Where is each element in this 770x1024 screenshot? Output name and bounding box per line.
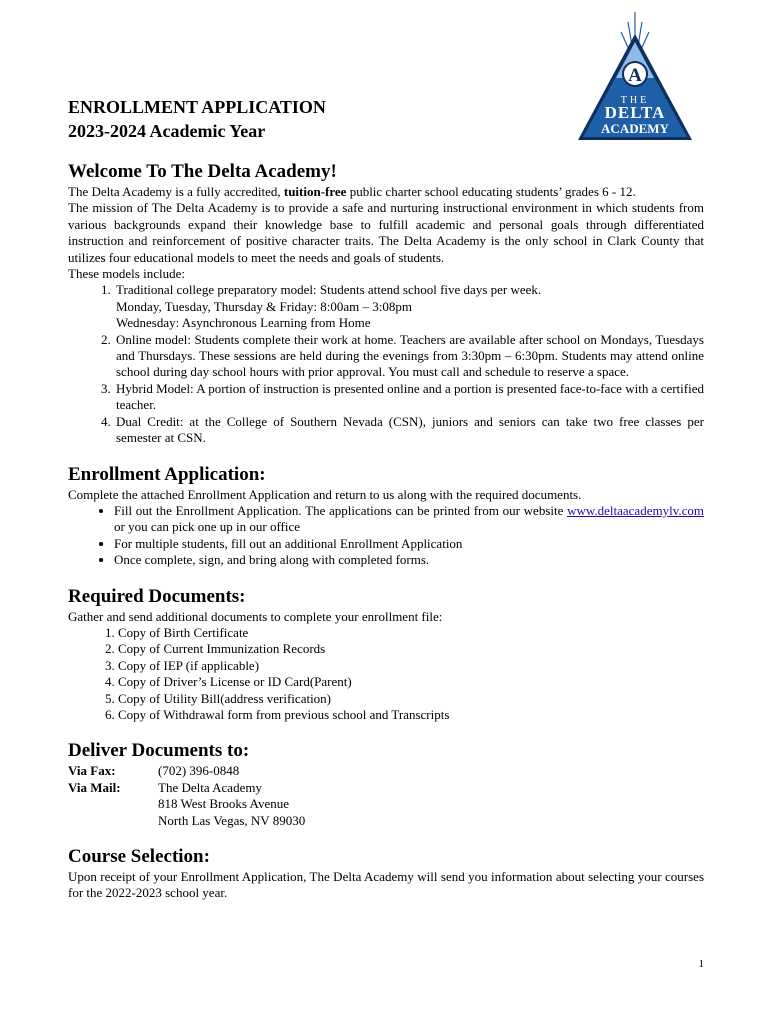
course-selection-section <box>68 845 704 902</box>
models-list <box>68 282 704 446</box>
model-1-schedule: Monday, Tuesday, Thursday & Friday: 8:00am – 3:08pm <box>116 298 412 314</box>
list-item: 6. Copy of Withdrawal form from previous school and Transcripts <box>118 707 704 723</box>
website-link[interactable]: www.deltaacademylv.com <box>567 502 704 518</box>
list-item: • Once complete, sign, and bring along with completed forms. <box>114 552 704 568</box>
enrollment-bullets <box>68 503 704 569</box>
enrollment-intro: Complete the attached Enrollment Application and return to us along with the required documents. <box>68 486 582 502</box>
list-item: 5. Copy of Utility Bill(address verification) <box>118 691 704 707</box>
list-item: • For multiple students, fill out an additional Enrollment Application <box>114 536 704 552</box>
list-item: 2. Copy of Current Immunization Records <box>118 641 704 657</box>
list-item: 3. Copy of IEP (if applicable) <box>118 658 704 674</box>
logo-text-the: THE <box>620 95 650 106</box>
list-item: 4. Copy of Driver’s License or ID Card(Parent) <box>118 674 704 690</box>
title-line-1: ENROLLMENT APPLICATION <box>68 97 326 117</box>
welcome-intro <box>68 184 704 200</box>
mail-line-2: 818 West Brooks Avenue <box>158 796 289 812</box>
welcome-heading: Welcome To The Delta Academy! <box>68 161 337 182</box>
tuition-free-text: tuition-free <box>283 184 347 199</box>
delta-academy-logo <box>576 12 694 142</box>
logo-text-academy: ACADEMY <box>601 121 669 136</box>
bullet-1-rest: or you can pick one up in our office <box>114 519 301 535</box>
deliver-heading: Deliver Documents to: <box>68 740 250 762</box>
model-1-wednesday: Wednesday: Asynchronous Learning from Home <box>116 315 371 331</box>
bullet-1-text: Fill out the Enrollment Application. The applications can be printed from our website <box>114 502 568 518</box>
logo-letter: A <box>628 65 642 86</box>
required-documents-list <box>68 625 704 723</box>
mail-line-3: North Las Vegas, NV 89030 <box>158 812 306 828</box>
document-title <box>68 95 326 143</box>
models-intro: These models include: <box>68 266 185 282</box>
list-item: 4. Dual Credit: at the College of Southern Nevada (CSN), juniors and seniors can take two free classes per semester at CSN. <box>114 414 704 447</box>
page-number: 1 <box>698 958 704 970</box>
welcome-intro-rest: public charter school educating students’ grades 6 - 12. <box>346 184 636 199</box>
list-item: 1. Copy of Birth Certificate <box>118 625 704 641</box>
model-1-text: 1. Traditional college preparatory model: Students attend school five days per week. <box>116 282 542 298</box>
deliver-details <box>68 763 704 829</box>
list-item <box>114 503 704 536</box>
enrollment-section <box>68 463 704 569</box>
mail-line-1: The Delta Academy <box>158 779 262 795</box>
welcome-intro-text: The Delta Academy is a fully accredited, <box>68 184 284 199</box>
list-item <box>114 282 704 331</box>
fax-label: Via Fax: <box>68 763 116 779</box>
document-body <box>68 160 704 902</box>
mail-label: Via Mail: <box>68 779 121 795</box>
required-intro: Gather and send additional documents to complete your enrollment file: <box>68 608 443 624</box>
welcome-section <box>68 160 704 447</box>
required-documents-section <box>68 585 704 724</box>
deliver-section <box>68 739 704 829</box>
logo-text-delta: DELTA <box>604 103 666 122</box>
course-text: Upon receipt of your Enrollment Application, The Delta Academy will send you information about selecting your courses for the 2022-2023 school year. <box>68 869 704 901</box>
course-heading: Course Selection: <box>68 846 210 867</box>
enrollment-heading: Enrollment Application: <box>68 463 266 485</box>
list-item: 2. Online model: Students complete their work at home. Teachers are available after school on Mondays, Tuesdays and Thursdays. These sessions are held during the evenings from 3:30pm – 6:30pm. Students may attend online school during day school hours with prior approval. You must call and schedule to reserve a space. <box>114 332 704 381</box>
mission-paragraph: The mission of The Delta Academy is to provide a safe and nurturing instructional environment in which students from various backgrounds expand their knowledge base to fulfill academic and personal goals through differentiated instruction and reinforcement of positive character traits. The Delta Academy is the only school in Clark County that utilizes four educational models to meet the needs and goals of students. <box>68 200 704 265</box>
mail-address <box>158 780 704 829</box>
required-heading: Required Documents: <box>68 585 246 607</box>
list-item: 3. Hybrid Model: A portion of instruction is presented online and a portion is presented face-to-face with a certified teacher. <box>114 381 704 414</box>
title-line-2: 2023-2024 Academic Year <box>68 121 266 141</box>
fax-value: (702) 396-0848 <box>158 763 240 779</box>
